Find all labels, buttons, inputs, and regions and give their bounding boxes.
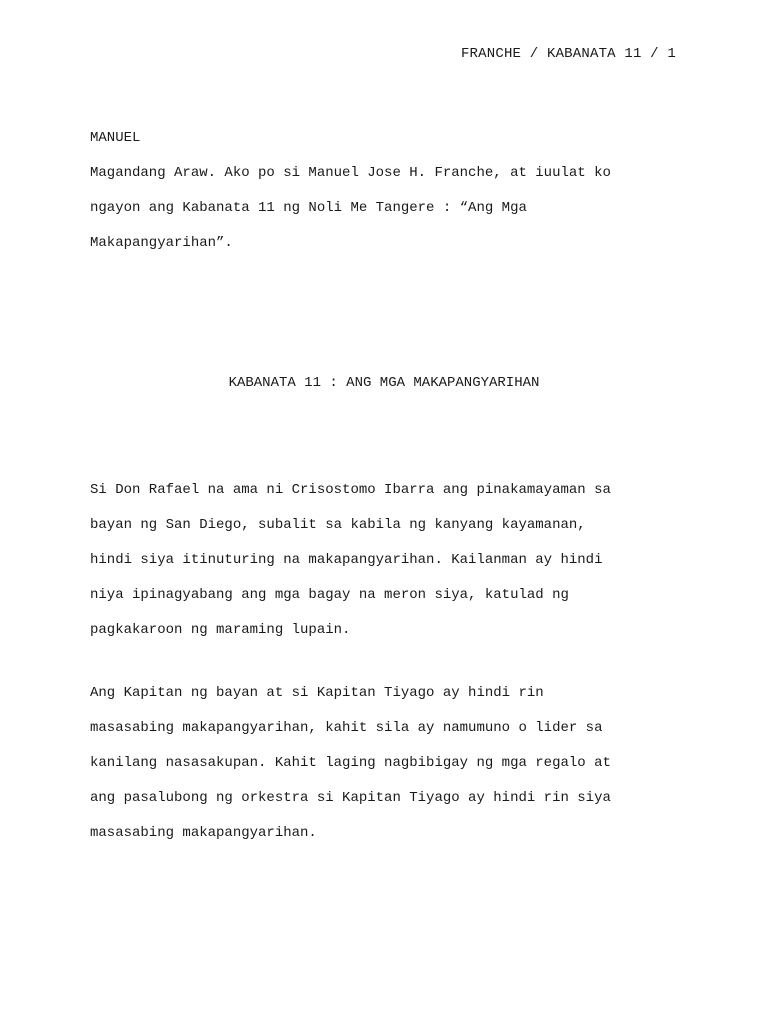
- intro-line: Magandang Araw. Ako po si Manuel Jose H. Franche, at iuulat ko: [90, 165, 611, 181]
- paragraph-line: Ang Kapitan ng bayan at si Kapitan Tiyago ay hindi rin: [90, 685, 544, 701]
- paragraph-2: [90, 683, 690, 858]
- paragraph-line: kanilang nasasakupan. Kahit laging nagbibigay ng mga regalo at: [90, 755, 611, 771]
- paragraph-line: ang pasalubong ng orkestra si Kapitan Tiyago ay hindi rin siya: [90, 790, 611, 806]
- paragraph-line: masasabing makapangyarihan, kahit sila ay namumuno o lider sa: [90, 720, 603, 736]
- running-head: FRANCHE / KABANATA 11 / 1: [460, 46, 676, 62]
- paragraph-1: [90, 480, 690, 655]
- chapter-title: KABANATA 11 : ANG MGA MAKAPANGYARIHAN: [228, 375, 540, 391]
- speaker-label: MANUEL: [90, 130, 141, 146]
- paragraph-line: bayan ng San Diego, subalit sa kabila ng kanyang kayamanan,: [90, 517, 586, 533]
- intro-line: Makapangyarihan”.: [90, 235, 233, 251]
- intro-line: ngayon ang Kabanata 11 ng Noli Me Tangere : “Ang Mga: [90, 200, 527, 216]
- paragraph-line: masasabing makapangyarihan.: [90, 825, 317, 841]
- paragraph-line: hindi siya itinuturing na makapangyarihan. Kailanman ay hindi: [90, 552, 603, 568]
- intro-paragraph: [90, 163, 690, 268]
- paragraph-line: niya ipinagyabang ang mga bagay na meron siya, katulad ng: [90, 587, 569, 603]
- paragraph-line: Si Don Rafael na ama ni Crisostomo Ibarra ang pinakamayaman sa: [90, 482, 611, 498]
- speaker-name: [90, 128, 690, 163]
- paragraph-line: pagkakaroon ng maraming lupain.: [90, 622, 351, 638]
